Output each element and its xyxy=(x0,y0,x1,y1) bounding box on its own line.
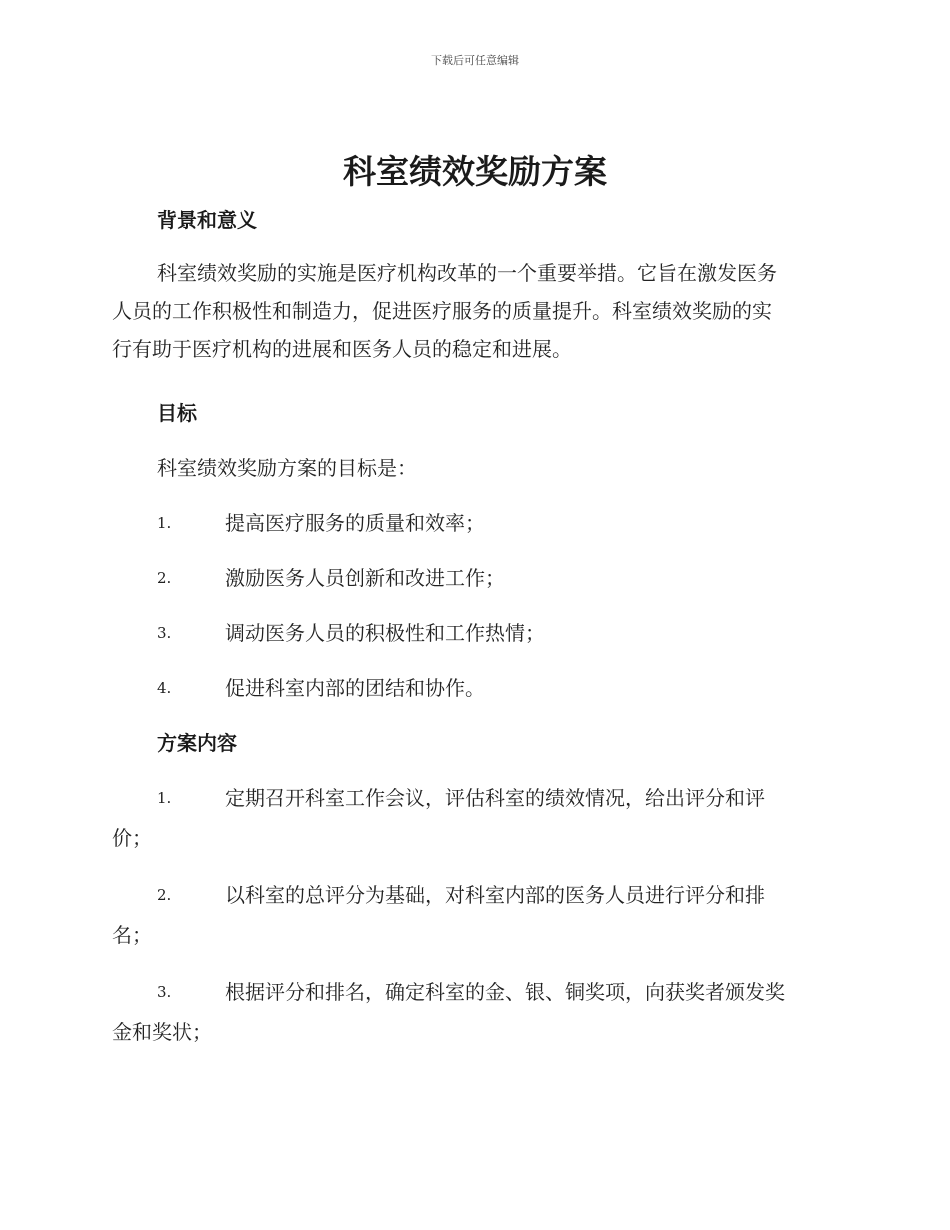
list-number: 3. xyxy=(157,624,172,642)
paragraph-line: 人员的工作积极性和制造力，促进医疗服务的质量提升。科室绩效奖励的实 xyxy=(112,299,772,323)
list-text: 提高医疗服务的质量和效率； xyxy=(225,511,485,535)
section-heading-content: 方案内容 xyxy=(157,731,237,755)
background-paragraph xyxy=(112,254,834,368)
list-text: 激励医务人员创新和改进工作； xyxy=(225,566,505,590)
section-heading-goals: 目标 xyxy=(157,401,197,425)
content-list-item xyxy=(112,778,834,858)
content-list-item xyxy=(112,972,834,1052)
list-text: 根据评分和排名，确定科室的金、银、铜奖项，向获奖者颁发奖 xyxy=(225,980,785,1004)
list-text: 调动医务人员的积极性和工作热情； xyxy=(225,621,545,645)
paragraph-line: 科室绩效奖励的实施是医疗机构改革的一个重要举措。它旨在激发医务 xyxy=(157,261,777,285)
list-number: 1. xyxy=(157,789,172,807)
goals-intro: 科室绩效奖励方案的目标是： xyxy=(157,456,417,480)
list-number: 2. xyxy=(157,886,172,904)
paragraph-line: 行有助于医疗机构的进展和医务人员的稳定和进展。 xyxy=(112,337,572,361)
list-number: 1. xyxy=(157,514,172,532)
list-number: 2. xyxy=(157,569,172,587)
section-heading-background: 背景和意义 xyxy=(157,208,257,232)
list-text: 以科室的总评分为基础，对科室内部的医务人员进行评分和排 xyxy=(225,883,765,907)
list-number: 4. xyxy=(157,679,172,697)
list-text: 定期召开科室工作会议，评估科室的绩效情况，给出评分和评 xyxy=(225,786,765,810)
list-text-continuation: 金和奖状； xyxy=(112,1020,212,1044)
list-text: 促进科室内部的团结和协作。 xyxy=(225,676,485,700)
list-number: 3. xyxy=(157,983,172,1001)
page-header-note: 下载后可任意编辑 xyxy=(431,54,519,67)
list-text-continuation: 价； xyxy=(112,826,152,850)
list-text-continuation: 名； xyxy=(112,923,152,947)
content-list-item xyxy=(112,875,834,955)
document-title: 科室绩效奖励方案 xyxy=(343,152,607,191)
